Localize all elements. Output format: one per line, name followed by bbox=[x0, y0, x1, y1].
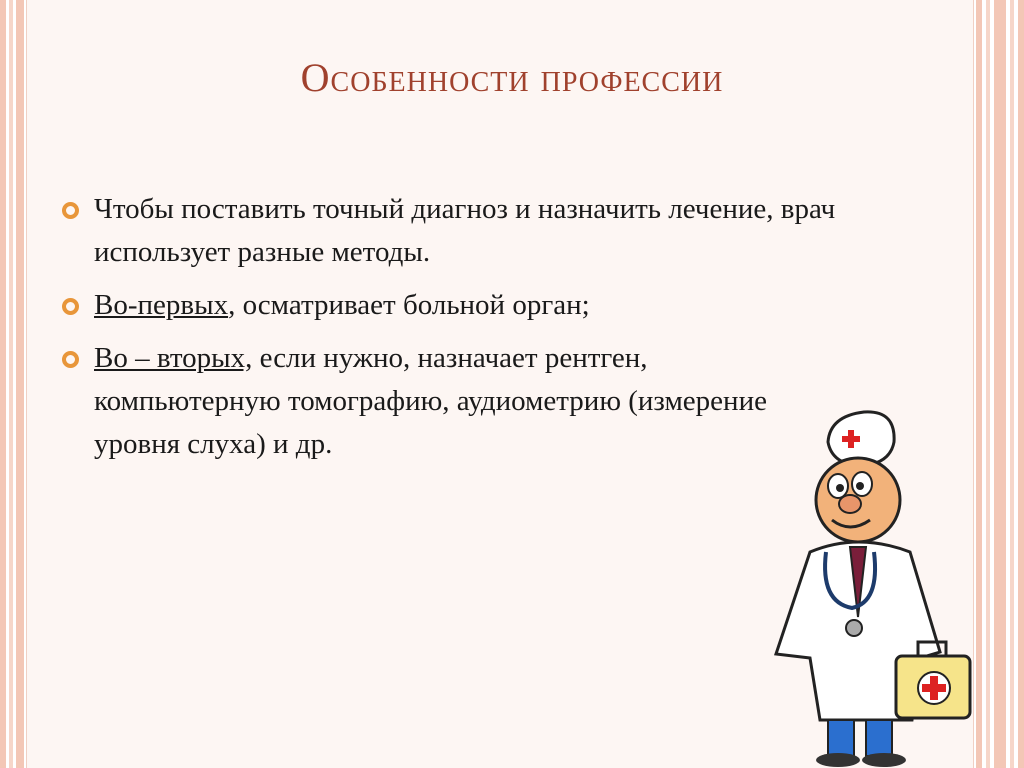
bullet-item-3 bbox=[60, 337, 840, 466]
bullet-text: , осматривает больной орган; bbox=[228, 289, 590, 321]
bullet-icon bbox=[62, 202, 79, 219]
bullet-item-1 bbox=[60, 188, 840, 274]
doctor-cartoon-icon bbox=[740, 402, 980, 768]
bullet-icon bbox=[62, 351, 79, 368]
bullet-text: Чтобы поставить точный диагноз и назначить лечение, врач использует разные методы. bbox=[94, 193, 836, 268]
slide-title: Особенности профессии bbox=[300, 55, 724, 100]
bullet-underlined-text: Во-первых bbox=[94, 289, 229, 321]
bullet-item-2 bbox=[60, 284, 840, 327]
bullet-list bbox=[60, 188, 840, 476]
bullet-underlined-text: Во – вторых, bbox=[94, 342, 253, 374]
bullet-text: если нужно, назначает рентген, компьютерную томографию, аудиометрию (измерение уровня слуха) и др. bbox=[94, 342, 767, 460]
bullet-icon bbox=[62, 298, 79, 315]
